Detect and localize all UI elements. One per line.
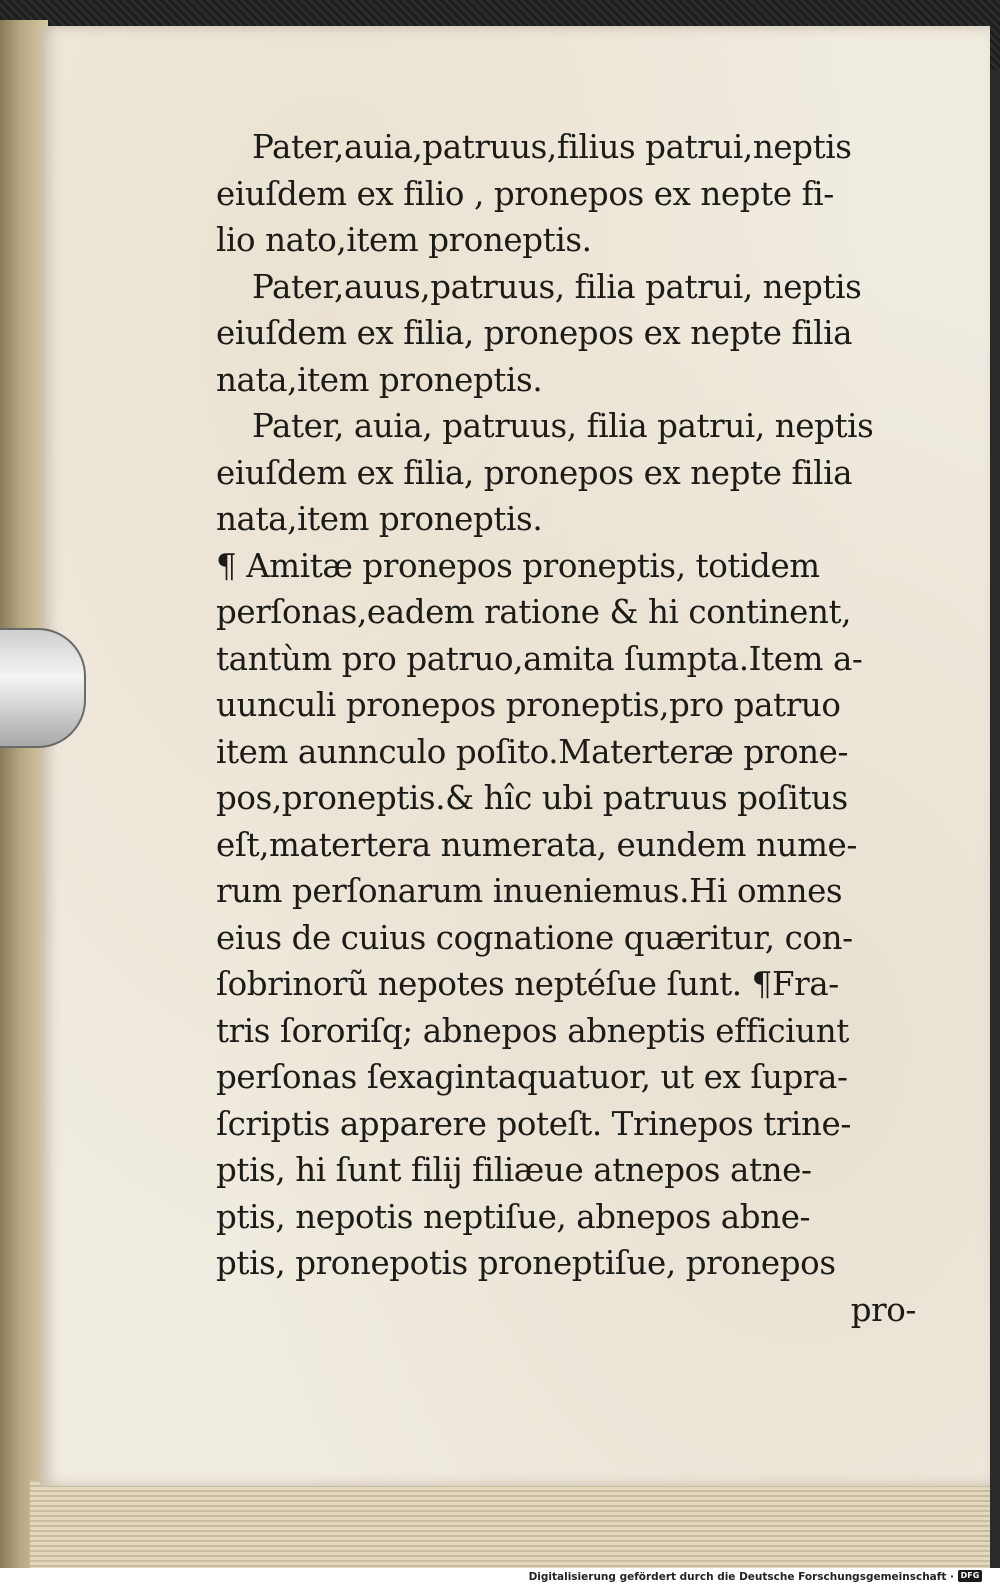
text-line: nata,item proneptis. [216, 360, 543, 399]
text-line: Pater, auia, patruus, filia patrui, neptis [252, 407, 874, 445]
text-line: perſonas ſexagintaquatuor, ut ex ſupra- [216, 1058, 848, 1096]
catchword: pro- [850, 1290, 916, 1329]
text-line: eiuſdem ex filio , pronepos ex nepte fi- [216, 174, 834, 213]
page-clip [0, 628, 86, 748]
text-line: ptis, nepotis neptiſue, abnepos abne- [216, 1197, 811, 1236]
text-line: tantùm pro patruo,amita ſumpta.Item a- [216, 639, 863, 678]
digitization-credit: Digitalisierung gefördert durch die Deutsche Forschungsgemeinschaft · [528, 1571, 954, 1583]
text-line: lio nato,item proneptis. [216, 221, 592, 259]
text-line: Pater,auia,patruus,filius patrui,neptis [252, 128, 852, 166]
text-line: ptis, pronepotis proneptiſue, pronepos [216, 1244, 836, 1282]
text-line: uunculi pronepos proneptis,pro patruo [216, 686, 841, 724]
text-line: pos,proneptis.& hîc ubi patruus poſitus [216, 779, 848, 817]
text-line: eſt,matertera numerata, eundem nume- [216, 825, 857, 864]
text-line: eius de cuius cognatione quæritur, con- [216, 918, 853, 957]
dfg-logo: DFG [958, 1570, 982, 1582]
page-text-block [216, 124, 916, 1333]
text-line: ptis, hi ſunt filij filiæue atnepos atne- [216, 1151, 812, 1189]
text-line: tris ſororiſq; abnepos abneptis efficiunt [216, 1011, 849, 1050]
text-line: nata,item proneptis. [216, 500, 543, 538]
page-stack-edge [30, 1480, 990, 1568]
text-line: perſonas,eadem ratione & hi continent, [216, 593, 852, 631]
text-line: eiuſdem ex filia, pronepos ex nepte filia [216, 453, 853, 492]
text-line: eiuſdem ex filia, pronepos ex nepte filia [216, 314, 853, 352]
text-line: ſobrinorũ nepotes neptéſue ſunt. ¶Fra- [216, 965, 839, 1003]
text-line: ¶ Amitæ pronepos proneptis, totidem [216, 546, 820, 585]
text-line: item aunnculo poſito.Materteræ prone- [216, 732, 849, 771]
text-line: ſcriptis apparere poteſt. Trinepos trine- [216, 1104, 851, 1143]
text-line: Pater,auus,patruus, filia patrui, neptis [252, 267, 862, 306]
text-line: rum perſonarum inueniemus.Hi omnes [216, 872, 843, 910]
